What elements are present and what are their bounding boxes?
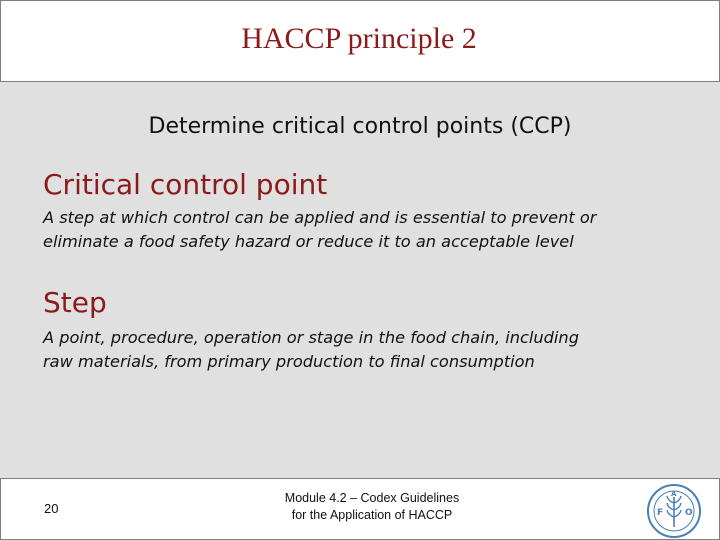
content-area [0, 82, 720, 478]
section-heading-step: Step [43, 286, 107, 319]
definition-line: A step at which control can be applied and is essential to prevent or [43, 208, 597, 227]
footer-line: for the Application of HACCP [291, 508, 453, 522]
definition-line: eliminate a food safety hazard or reduce it to an acceptable level [43, 232, 574, 251]
footer-module-text [262, 490, 482, 524]
slide-title: HACCP principle 2 [241, 22, 477, 55]
page-number: 20 [44, 501, 59, 516]
fao-logo-icon [646, 483, 702, 539]
definition-line: raw materials, from primary production to final consumption [43, 352, 535, 371]
logo-letter: F [657, 508, 664, 518]
section-definition-ccp [43, 206, 683, 254]
section-definition-step [43, 326, 683, 374]
logo-letter: A [671, 490, 677, 498]
slide-subtitle: Determine critical control points (CCP) [148, 114, 572, 139]
footer-line: Module 4.2 – Codex Guidelines [284, 491, 460, 505]
definition-line: A point, procedure, operation or stage in the food chain, including [43, 328, 579, 347]
logo-letter: O [685, 508, 693, 518]
section-heading-ccp: Critical control point [43, 168, 328, 201]
